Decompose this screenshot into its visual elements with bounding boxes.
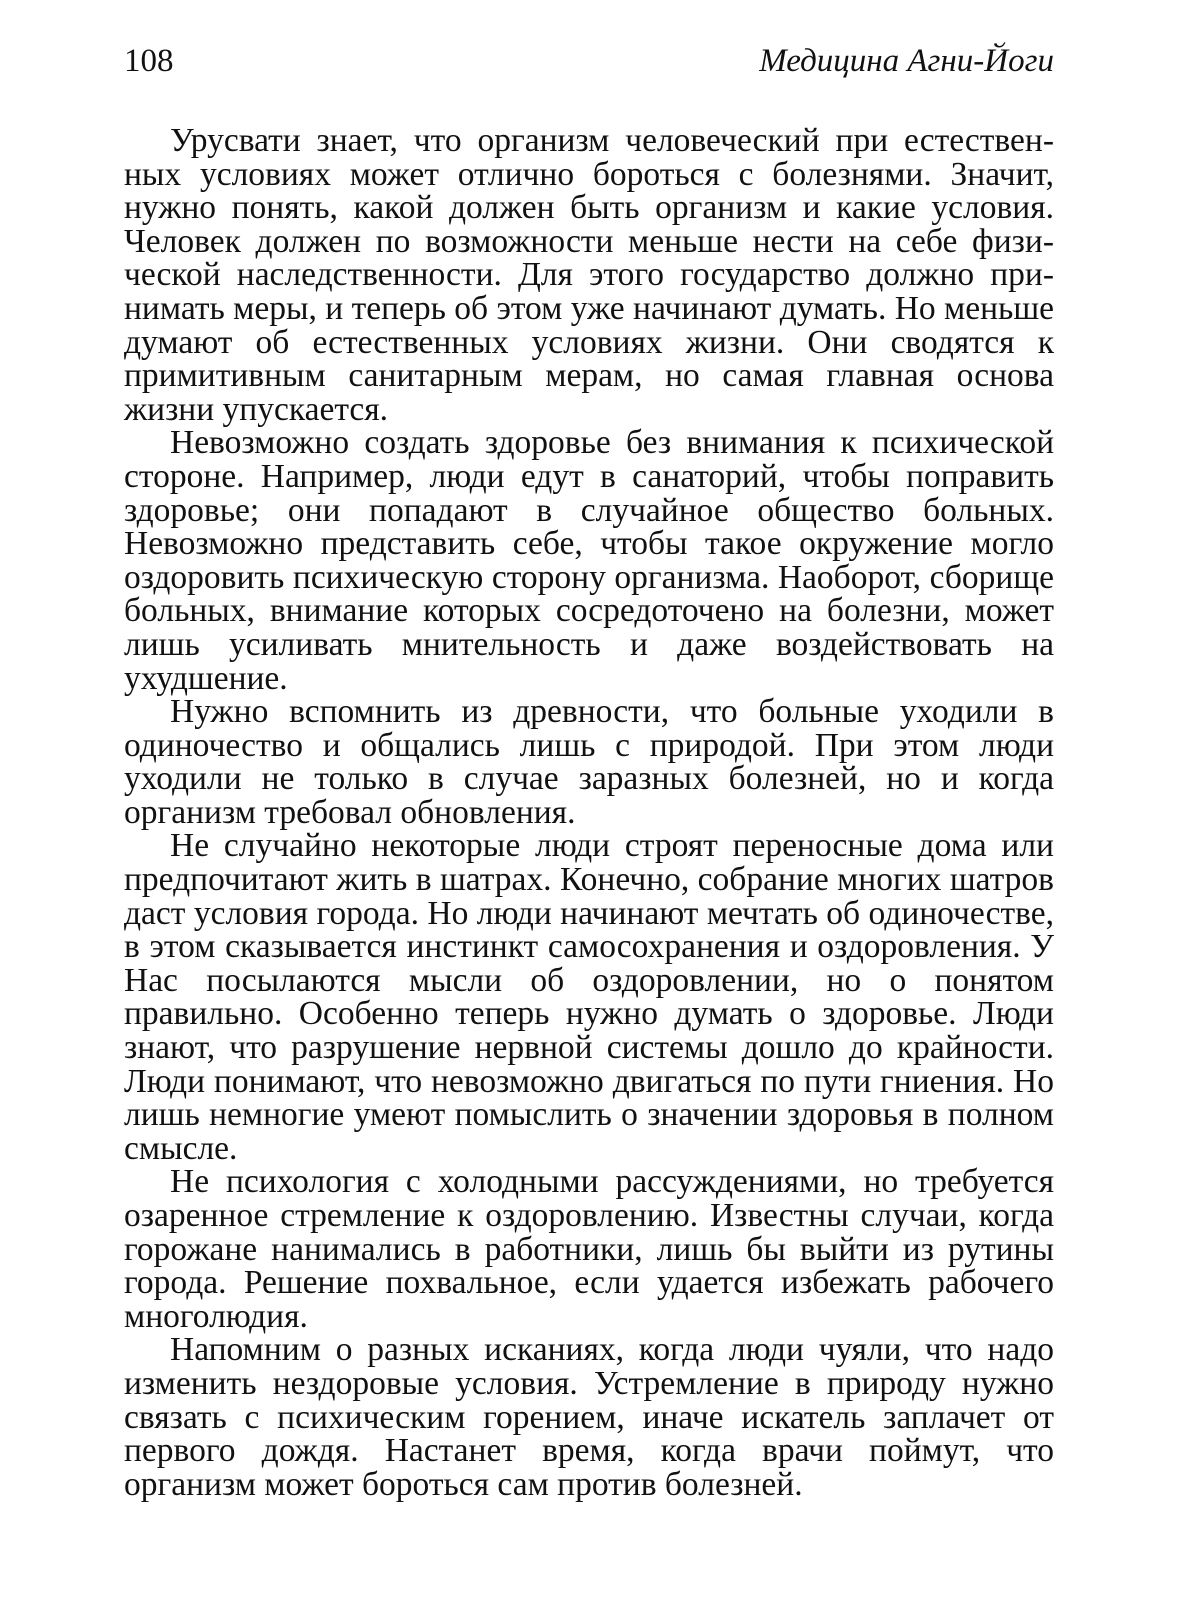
page-number: 108 [124, 43, 174, 79]
body-text [124, 124, 1054, 1501]
paragraph-1: Урусвати знает, что организм человеческий при естественных условиях может отлично бороться с болезнями. Значит, нужно понять, какой должен быть организм и какие условия. Человек должен по возможности меньше нести на себе физической наследственности. Для этого государство должно принимать меры, и теперь об этом уже начинают думать. Но меньше думают об естественных условиях жизни. Они сводятся к примитивным санитарным мерам, но самая главная основа жизни упускается. [124, 122, 1054, 428]
paragraph-5: Не психология с холодными рассуждениями, но требуется озаренное стремление к оздоровлению. Известны случаи, когда горожане нанимались в работники, лишь бы выйти из рутины города. Решение похвальное, если удается избежать рабочего многолюдия. [124, 1163, 1054, 1335]
paragraph-6: Напомним о разных исканиях, когда люди чуяли, что надо изменить нездоровые условия. Устремление в природу нужно связать с психическим горением, иначе искатель заплачет от первого дождя. Настанет время, когда врачи поймут, что организм может бороться сам против болезней. [124, 1331, 1054, 1503]
running-head [124, 38, 1054, 84]
paragraph-3: Нужно вспомнить из древности, что больные уходили в одиночество и общались лишь с природой. При этом люди уходили не только в случае заразных болезней, но и когда организм требовал обновления. [124, 693, 1054, 831]
book-page [124, 38, 1054, 1568]
paragraph-4: Не случайно некоторые люди строят переносные дома или предпочитают жить в шатрах. Конечно, собрание многих шатров даст условия города. Но люди начинают мечтать об одиночестве, в этом сказывается инстинкт самосохранения и оздоровления. У Нас посылаются мысли об оздоровлении, но о понятом правильно. Особенно теперь нужно думать о здоровье. Люди знают, что разрушение нервной системы дошло до крайности. Люди понимают, что невозможно двигаться по пути гниения. Но лишь немногие умеют помыслить о значении здоровья в полном смысле. [124, 827, 1054, 1167]
book-title: Медицина Агни-Йоги [759, 43, 1054, 79]
paragraph-2: Невозможно создать здоровье без внимания к психической стороне. Например, люди едут в санаторий, чтобы поправить здоровье; они попадают в случайное общество больных. Невозможно представить себе, чтобы такое окружение могло оздоровить психическую сторону организма. Наоборот, сборище больных, внимание которых сосредоточено на болезни, может лишь усиливать мнительность и даже воздействовать на ухудшение. [124, 424, 1054, 697]
